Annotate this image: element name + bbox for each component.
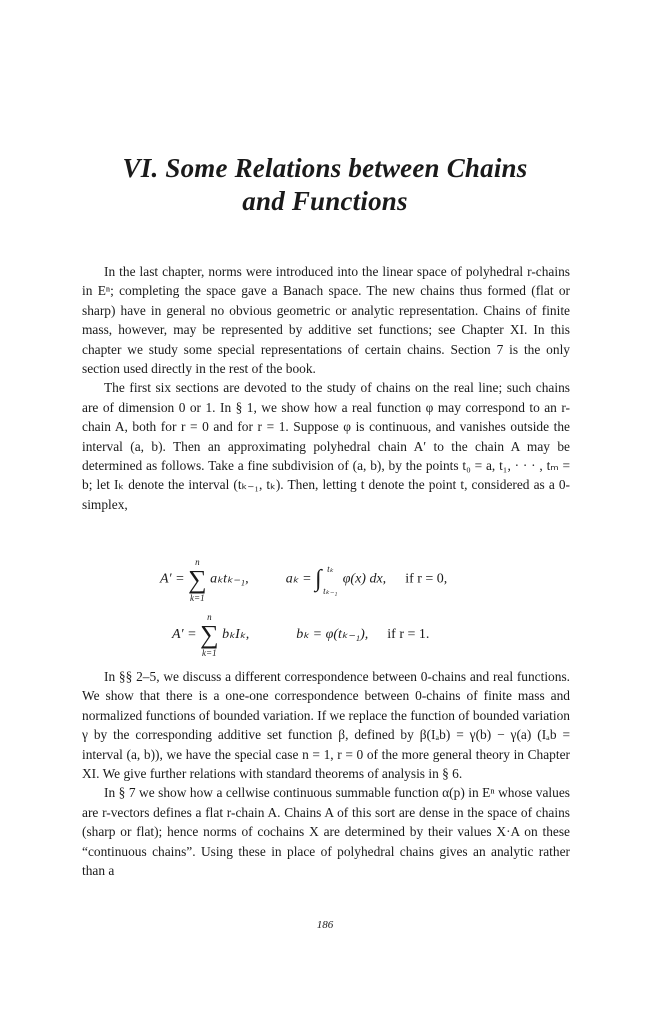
integral-upper-limit: tₖ	[327, 564, 334, 574]
chapter-title-line-1: VI. Some Relations between Chains	[122, 153, 528, 183]
summation-symbol: ∑ n k=1	[188, 556, 207, 603]
sum-lower-limit: k=1	[190, 592, 205, 603]
equation-2	[172, 612, 430, 658]
sum-upper-limit: n	[207, 612, 212, 622]
paragraph-3: In §§ 2–5, we discuss a different correspondence between 0-chains and real functions. We show that there is a one-one correspondence between 0-chains of finite mass and normalized functions of bounded variation. If we replace the function of bounded variation γ by the corresponding additive set function β, defined by β(Iₐb) = γ(b) − γ(a) (Iₐb = interval (a, b)), we have the special case n = 1, r = 0 of the more general theory in Chapter XI. We give further relations with standard theorems of analysis in § 6.	[82, 669, 570, 782]
equation-2-coef: bₖ = φ(tₖ₋₁),	[296, 627, 369, 643]
sum-lower-limit: k=1	[202, 648, 217, 658]
summation-symbol: ∑ n k=1	[200, 612, 219, 658]
chapter-title-line-2: and Functions	[242, 186, 408, 216]
sum-upper-limit: n	[195, 556, 200, 567]
paragraph-4: In § 7 we show how a cellwise continuous summable function α(p) in Eⁿ whose values are r-vectors defines a flat r-chain A. Chains A of this sort are dense in the space of chains (sharp or flat); hence norms of cochains X are determined by their values X·A on these “continuous chains”. Using these in place of polyhedral chains gives an analytic rather than a	[82, 785, 570, 879]
equation-2-lhs: A′ =	[172, 627, 197, 643]
equation-1	[160, 556, 448, 603]
chapter-title	[60, 152, 590, 218]
paragraph-2: The first six sections are devoted to the study of chains on the real line; such chains are of dimension 0 or 1. In § 1, we show how a real function φ may correspond to an r-chain A, both for r = 0 and for r = 1. Suppose φ is continuous, and vanishes outside the interval (a, b). Then an approximating polyhedral chain A′ to the chain A may be determined as follows. Take a fine subdivision of (a, b), by the points t₀ = a, t₁, · · · , tₘ = b; let Iₖ denote the interval (tₖ₋₁, tₖ). Then, letting t denote the point t, considered as a 0-simplex,	[82, 380, 570, 512]
equation-1-coef: aₖ =	[285, 571, 312, 587]
body-text	[82, 262, 570, 514]
equation-1-condition: if r = 0,	[405, 571, 448, 587]
paragraph-1: In the last chapter, norms were introduced into the linear space of polyhedral r-chains in Eⁿ; completing the space gave a Banach space. The new chains thus formed (flat or sharp) have in general no obvious geometric or analytic representation. Chains of finite mass, however, may be represented by additive set functions; see Chapter XI. In this chapter we study some special representations of certain chains. Section 7 is the only section used directly in the rest of the book.	[82, 264, 570, 377]
equation-2-condition: if r = 1.	[387, 627, 430, 643]
equation-1-lhs: A′ =	[160, 571, 185, 587]
body-text-continued	[82, 667, 570, 880]
integral-symbol: ∫ tₖ tₖ₋₁	[315, 564, 338, 596]
integral-lower-limit: tₖ₋₁	[323, 586, 338, 596]
equation-1-term: aₖtₖ₋₁,	[210, 571, 249, 587]
equation-2-term: bₖIₖ,	[222, 627, 250, 643]
equation-1-integrand: φ(x) dx,	[342, 571, 387, 587]
page-number: 186	[316, 919, 334, 931]
